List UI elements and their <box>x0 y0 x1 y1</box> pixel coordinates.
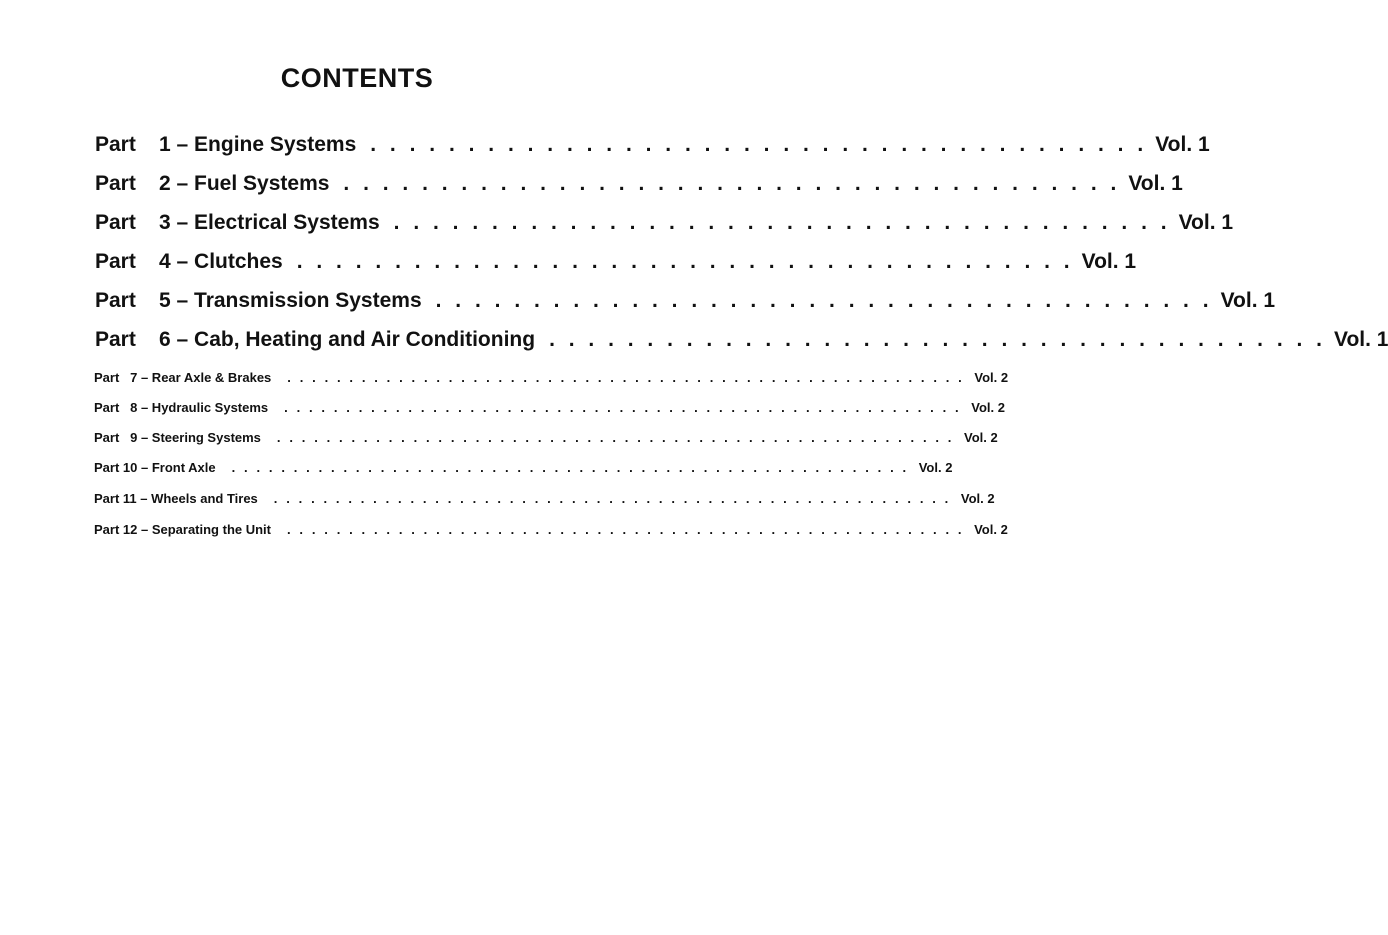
volume-label: Vol. 1 <box>1220 289 1276 312</box>
part-label: Part <box>95 289 136 312</box>
leader-dots: . . . . . . . . . . . . . . . . . . . . . . . . . . . . . . . . . . . . . . . . <box>435 289 1213 312</box>
entry-title: Part 12 – Separating the Unit <box>94 522 271 537</box>
toc-entry-part-8 <box>94 400 1005 415</box>
leader-dots: . . . . . . . . . . . . . . . . . . . . . . . . . . . . . . . . . . . . . . . . <box>393 211 1171 234</box>
toc-entry-part-3 <box>95 211 1234 235</box>
toc-entry-part-6 <box>95 328 1388 352</box>
toc-entry-part-2 <box>95 172 1183 196</box>
entry-title: Part 11 – Wheels and Tires <box>94 491 258 506</box>
leader-dots: . . . . . . . . . . . . . . . . . . . . . . . . . . . . . . . . . . . . . . . . . . . . . . . . . . . . . . . <box>276 430 955 445</box>
toc-entry-part-9 <box>94 430 998 445</box>
page-title: CONTENTS <box>280 63 434 93</box>
part-label: Part <box>95 133 136 156</box>
leader-dots: . . . . . . . . . . . . . . . . . . . . . . . . . . . . . . . . . . . . . . . . . . . . . . . . . . . . . . . <box>287 522 965 537</box>
volume-label: Vol. 2 <box>918 460 953 475</box>
entry-title: 3 – Electrical Systems <box>159 211 380 234</box>
volume-label: Vol. 2 <box>974 370 1009 385</box>
entry-title: 2 – Fuel Systems <box>159 172 330 195</box>
leader-dots: . . . . . . . . . . . . . . . . . . . . . . . . . . . . . . . . . . . . . . . . . . . . . . . . . . . . . . . <box>273 491 951 506</box>
volume-label: Vol. 1 <box>1081 250 1137 273</box>
part-label: Part <box>95 328 136 351</box>
leader-dots: . . . . . . . . . . . . . . . . . . . . . . . . . . . . . . . . . . . . . . . . . . . . . . . . . . . . . . . <box>287 370 965 385</box>
part-label: Part <box>95 172 136 195</box>
volume-label: Vol. 2 <box>964 430 998 445</box>
volume-label: Vol. 2 <box>974 522 1008 537</box>
volume-label: Vol. 2 <box>960 491 995 506</box>
entry-title: 4 – Clutches <box>159 250 283 273</box>
volume-label: Vol. 1 <box>1128 172 1183 195</box>
entry-title: 6 – Cab, Heating and Air Conditioning <box>159 328 536 351</box>
leader-dots: . . . . . . . . . . . . . . . . . . . . . . . . . . . . . . . . . . . . . . . . <box>296 250 1074 273</box>
leader-dots: . . . . . . . . . . . . . . . . . . . . . . . . . . . . . . . . . . . . . . . . . . . . . . . . . . . . . . . <box>284 400 962 415</box>
toc-entry-part-4 <box>95 250 1137 274</box>
toc-entry-part-5 <box>95 289 1276 313</box>
volume-label: Vol. 1 <box>1178 211 1234 234</box>
part-label: Part <box>95 250 136 273</box>
entry-title: 5 – Transmission Systems <box>159 289 422 312</box>
leader-dots: . . . . . . . . . . . . . . . . . . . . . . . . . . . . . . . . . . . . . . . . <box>370 133 1148 156</box>
volume-label: Vol. 1 <box>1155 133 1210 156</box>
entry-title: 1 – Engine Systems <box>159 133 357 156</box>
leader-dots: . . . . . . . . . . . . . . . . . . . . . . . . . . . . . . . . . . . . . . . . . . . . . . . . . . . . . . . <box>231 460 909 475</box>
volume-label: Vol. 1 <box>1334 328 1388 351</box>
entry-title: Part 9 – Steering Systems <box>94 430 261 445</box>
part-label: Part <box>95 211 136 234</box>
entry-title: Part 10 – Front Axle <box>94 460 216 475</box>
leader-dots: . . . . . . . . . . . . . . . . . . . . . . . . . . . . . . . . . . . . . . . . <box>549 328 1326 351</box>
entry-title: Part 8 – Hydraulic Systems <box>94 400 269 415</box>
toc-entry-part-1 <box>95 133 1210 157</box>
toc-entry-part-10 <box>94 460 953 475</box>
volume-label: Vol. 2 <box>971 400 1005 415</box>
entry-title: Part 7 – Rear Axle & Brakes <box>94 370 272 385</box>
toc-entry-part-11 <box>94 491 995 506</box>
toc-entry-part-12 <box>94 522 1008 537</box>
toc-entry-part-7 <box>94 370 1009 385</box>
leader-dots: . . . . . . . . . . . . . . . . . . . . . . . . . . . . . . . . . . . . . . . . <box>343 172 1121 195</box>
